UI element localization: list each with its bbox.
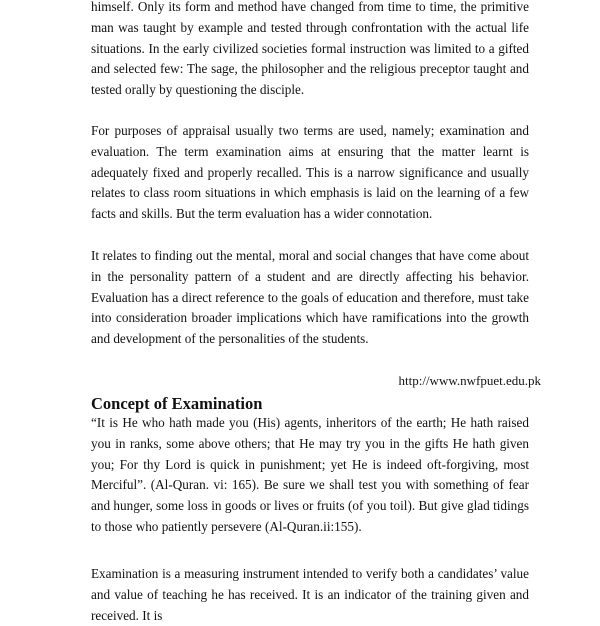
section-heading: Concept of Examination <box>91 394 263 413</box>
quote-paragraph: “It is He who hath made you (His) agents, inheritors of the earth; He hath raised you in ranks, some above others; that He may try you in the gifts He hath given you; For thy Lord is quick in punishment; yet He is indeed oft-forgiving, most Merciful”. (Al-Quran. vi: 165). Be sure we shall test you with something of fear and hunger, some loss in goods or lives or fruits (of you toil). But give glad tidings to those who patiently persevere (Al-Quran.ii:155). <box>91 415 529 534</box>
paragraph-evaluation: It relates to finding out the mental, moral and social changes that have come about in the personality pattern of a student and are directly affecting his behavior. Evaluation has a direct reference to the goals of education and therefore, must take into consideration broader implications which have ramifications into the growth and development of the personalities of the students. <box>91 248 529 347</box>
source-url: http://www.nwfpuet.edu.pk <box>398 373 541 388</box>
paragraph-appraisal-terms: For purposes of appraisal usually two terms are used, namely; examination and evaluation. The term examination aims at ensuring that the matter learnt is adequately fixed and properly recalled. This is a narrow significance and usually relates to class room situations in which emphasis is laid on the learning of a few facts and skills. But the term evaluation has a wider connotation. <box>91 123 529 222</box>
paragraph-examination-definition: Examination is a measuring instrument intended to verify both a candidates’ value and value of teaching he has received. It is an indicator of the training given and received. It is <box>91 566 529 623</box>
paragraph-history: himself. Only its form and method have changed from time to time, the primitive man was taught by example and tested through confrontation with the actual life situations. In the early civilized societies formal instruction was limited to a gifted and selected few: The sage, the philosopher and the religious preceptor taught and tested orally by questioning the disciple. <box>91 0 529 98</box>
